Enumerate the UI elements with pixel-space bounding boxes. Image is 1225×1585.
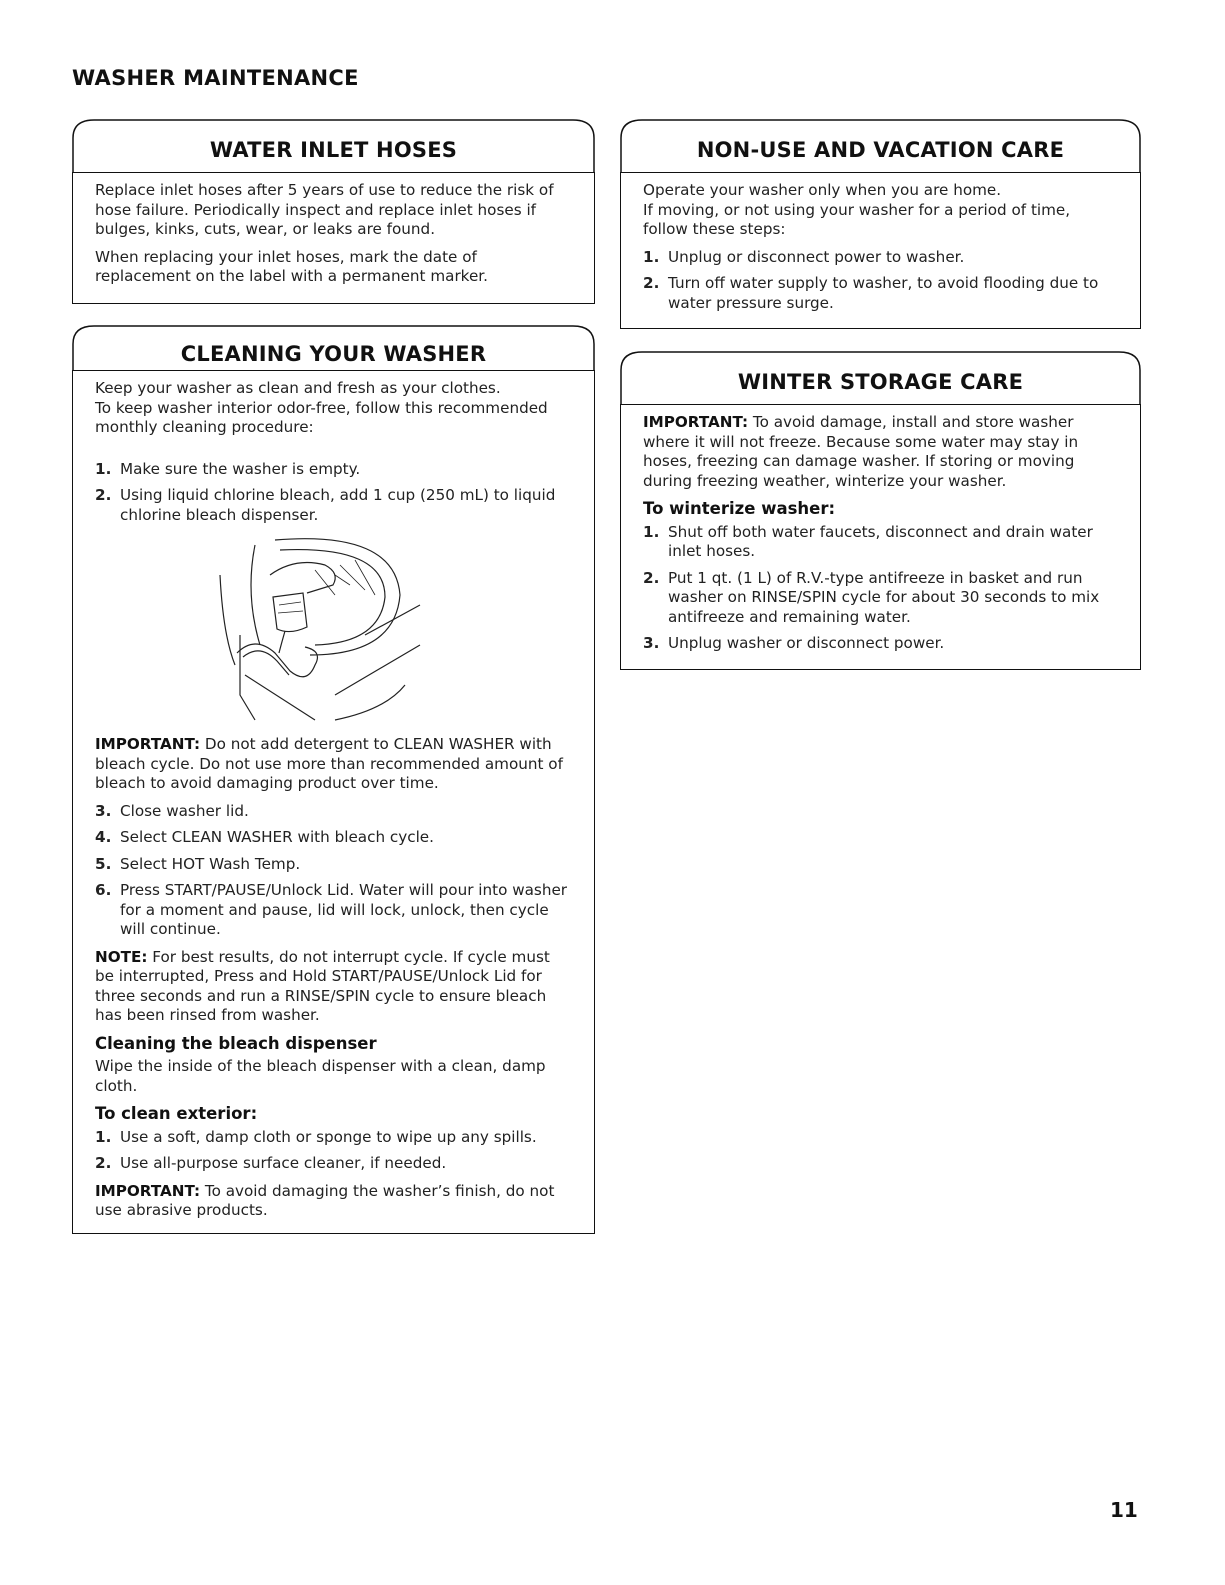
section-body xyxy=(620,172,1141,329)
important-label: IMPORTANT: xyxy=(643,413,749,431)
step-text: Use all-purpose surface cleaner, if needed. xyxy=(120,1154,447,1172)
section-body xyxy=(72,370,595,1234)
step-number: 5. xyxy=(95,854,112,873)
page-number: 11 xyxy=(1110,1498,1138,1522)
bleach-dispenser-heading: Cleaning the bleach dispenser xyxy=(95,1033,377,1053)
section-non-use-vacation-care xyxy=(620,116,1141,329)
step-text: Unplug or disconnect power to washer. xyxy=(668,247,965,266)
list-item xyxy=(95,802,572,822)
step-number: 1. xyxy=(643,247,660,266)
section-header xyxy=(620,116,1141,172)
step-number: 4. xyxy=(95,828,112,846)
step-number: 1. xyxy=(95,1127,112,1146)
step-text: Make sure the washer is empty. xyxy=(120,459,361,478)
steps-list xyxy=(95,802,572,940)
paragraph: Wipe the inside of the bleach dispenser with a clean, damp cloth. xyxy=(95,1057,546,1095)
important-label: IMPORTANT: xyxy=(95,735,201,753)
page-title: WASHER MAINTENANCE xyxy=(72,66,359,90)
step-text: Using liquid chlorine bleach, add 1 cup (250 mL) to liquid chlorine bleach dispenser. xyxy=(120,486,556,524)
steps-list xyxy=(643,523,1118,654)
important-text: To avoid damaging the washer’s finish, do not use abrasive products. xyxy=(95,1181,555,1219)
section-title: WINTER STORAGE CARE xyxy=(737,370,1024,394)
section-winter-storage-care xyxy=(620,348,1141,670)
step-text: Put 1 qt. (1 L) of R.V.-type antifreeze in basket and run washer on RINSE/SPIN cycle for about 30 seconds to mix antifreeze and remaining water. xyxy=(668,568,1100,626)
steps-list xyxy=(643,248,1118,314)
step-number: 2. xyxy=(95,486,112,504)
section-header xyxy=(72,116,595,172)
section-header xyxy=(72,322,595,370)
step-number: 1. xyxy=(643,522,660,541)
section-water-inlet-hoses xyxy=(72,116,595,304)
step-number: 3. xyxy=(95,801,112,820)
section-body xyxy=(72,172,595,304)
steps-list xyxy=(95,460,572,526)
paragraph: If moving, or not using your washer for a period of time, follow these steps: xyxy=(643,200,1071,238)
step-number: 1. xyxy=(95,459,112,478)
section-title: NON-USE AND VACATION CARE xyxy=(696,138,1065,162)
important-note xyxy=(95,735,572,794)
list-item xyxy=(643,248,1118,268)
list-item xyxy=(643,569,1118,628)
note-text: For best results, do not interrupt cycle. If cycle must be interrupted, Press and Hold START/PAUSE/Unlock Lid for three seconds and run a RINSE/SPIN cycle to ensure bleach has been rinsed from washer. xyxy=(95,947,550,1024)
paragraph: Operate your washer only when you are home. xyxy=(643,181,1002,199)
list-item xyxy=(95,486,572,525)
step-text: Press START/PAUSE/Unlock Lid. Water will pour into washer for a moment and pause, lid will lock, unlock, then cycle will continue. xyxy=(120,881,568,938)
section-header xyxy=(620,348,1141,404)
note xyxy=(95,948,572,1026)
paragraph: Replace inlet hoses after 5 years of use to reduce the risk of hose failure. Periodically inspect and replace inlet hoses if bulges, kinks, cuts, wear, or leaks are found. xyxy=(95,181,554,238)
important-text: Do not add detergent to CLEAN WASHER with bleach cycle. Do not use more than recommended amount of bleach to avoid damaging product over time. xyxy=(95,735,563,792)
paragraph: When replacing your inlet hoses, mark the date of replacement on the label with a permanent marker. xyxy=(95,247,488,285)
step-number: 2. xyxy=(95,1154,112,1172)
step-text: Use a soft, damp cloth or sponge to wipe up any spills. xyxy=(120,1127,537,1146)
paragraph: To keep washer interior odor-free, follow this recommended monthly cleaning procedure: xyxy=(95,398,548,436)
section-cleaning-your-washer xyxy=(72,322,595,1234)
important-note xyxy=(95,1182,572,1221)
paragraph: Keep your washer as clean and fresh as your clothes. xyxy=(95,379,501,397)
list-item xyxy=(95,828,572,848)
important-text: To avoid damage, install and store washer where it will not freeze. Because some water may stay in hoses, freezing can damage washer. If storing or moving during freezing weather, winterize your washer. xyxy=(643,413,1079,490)
step-text: Turn off water supply to washer, to avoid flooding due to water pressure surge. xyxy=(668,274,1099,312)
list-item xyxy=(95,1128,572,1148)
bleach-pour-illustration xyxy=(215,535,435,725)
section-body xyxy=(620,404,1141,670)
list-item xyxy=(95,881,572,940)
section-title: CLEANING YOUR WASHER xyxy=(180,342,487,366)
step-text: Select CLEAN WASHER with bleach cycle. xyxy=(120,828,434,846)
clean-exterior-heading: To clean exterior: xyxy=(95,1104,258,1123)
list-item xyxy=(643,634,1118,654)
steps-list xyxy=(95,1128,572,1174)
step-text: Shut off both water faucets, disconnect and drain water inlet hoses. xyxy=(668,522,1093,560)
important-note xyxy=(643,413,1118,491)
step-number: 6. xyxy=(95,881,112,899)
step-text: Close washer lid. xyxy=(120,801,249,820)
list-item xyxy=(643,523,1118,562)
list-item xyxy=(95,1154,572,1174)
step-number: 2. xyxy=(643,274,660,292)
winterize-heading: To winterize washer: xyxy=(643,499,836,518)
important-label: IMPORTANT: xyxy=(95,1181,201,1200)
step-text: Select HOT Wash Temp. xyxy=(120,854,301,873)
step-text: Unplug washer or disconnect power. xyxy=(668,634,945,652)
note-label: NOTE: xyxy=(95,947,148,966)
step-number: 2. xyxy=(643,568,660,587)
list-item xyxy=(95,855,572,875)
list-item xyxy=(95,460,572,480)
step-number: 3. xyxy=(643,634,660,652)
list-item xyxy=(643,274,1118,313)
section-title: WATER INLET HOSES xyxy=(209,138,458,162)
